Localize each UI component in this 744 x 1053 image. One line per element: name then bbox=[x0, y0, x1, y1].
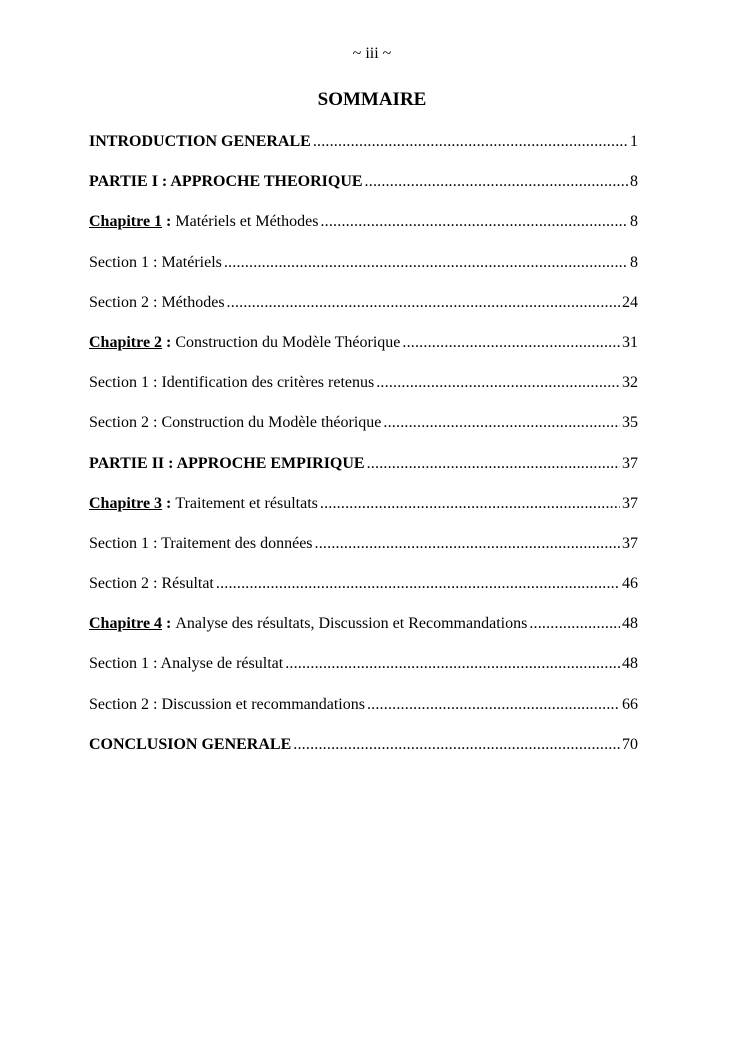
part-title: PARTIE II : APPROCHE EMPIRIQUE bbox=[89, 454, 365, 472]
chapter-title: Construction du Modèle Théorique bbox=[175, 333, 401, 351]
toc-entry-text bbox=[89, 332, 400, 354]
toc-entry[interactable] bbox=[89, 493, 638, 533]
toc-page-number: 70 bbox=[622, 735, 638, 753]
toc-entry[interactable] bbox=[89, 171, 638, 211]
chapter-label: Chapitre 4 bbox=[89, 615, 163, 633]
toc-page-number: 37 bbox=[622, 454, 638, 472]
toc-entry[interactable] bbox=[89, 372, 638, 412]
section-title: Section 2 : Résultat bbox=[89, 575, 214, 593]
chapter-title: Matériels et Méthodes bbox=[175, 213, 319, 231]
toc-entry[interactable] bbox=[89, 653, 638, 693]
toc-entry-text bbox=[89, 493, 318, 515]
toc-page-number: 8 bbox=[630, 253, 638, 271]
dot-leader bbox=[216, 573, 620, 595]
toc-page-number: 31 bbox=[622, 333, 638, 351]
toc-page-number: 35 bbox=[622, 414, 638, 432]
chapter-separator: : bbox=[162, 213, 176, 231]
part-title: INTRODUCTION GENERALE bbox=[89, 133, 311, 150]
section-title: Section 2 : Construction du Modèle théorique bbox=[89, 414, 382, 432]
toc-entry-text bbox=[89, 171, 363, 193]
chapter-separator: : bbox=[162, 333, 176, 351]
section-title: Section 1 : Identification des critères retenus bbox=[89, 374, 375, 392]
dot-leader bbox=[376, 372, 620, 394]
dot-leader bbox=[285, 653, 620, 675]
dot-leader bbox=[402, 332, 620, 354]
dot-leader bbox=[365, 171, 628, 193]
toc-entry[interactable] bbox=[89, 332, 638, 372]
toc-page-number: 32 bbox=[622, 374, 638, 392]
toc-entry-text bbox=[89, 211, 318, 233]
toc-entry-text bbox=[89, 453, 365, 475]
page-number: ~ iii ~ bbox=[352, 45, 392, 62]
chapter-label: Chapitre 2 bbox=[89, 333, 163, 351]
toc-entry-text bbox=[89, 131, 311, 153]
dot-leader bbox=[529, 613, 620, 635]
dot-leader bbox=[367, 694, 620, 716]
toc-entry-text bbox=[89, 292, 225, 314]
table-of-contents bbox=[89, 131, 638, 774]
section-title: Section 2 : Discussion et recommandations bbox=[89, 695, 365, 713]
chapter-title: Traitement et résultats bbox=[175, 494, 318, 512]
toc-page-number: 8 bbox=[630, 173, 638, 191]
toc-entry[interactable] bbox=[89, 453, 638, 493]
chapter-label: Chapitre 3 bbox=[89, 494, 163, 512]
toc-entry-text bbox=[89, 252, 222, 274]
section-title: Section 1 : Matériels bbox=[89, 253, 222, 271]
toc-page-number: 48 bbox=[622, 615, 638, 633]
toc-entry[interactable] bbox=[89, 211, 638, 251]
toc-entry[interactable] bbox=[89, 694, 638, 734]
page-title: SOMMAIRE bbox=[317, 89, 427, 110]
toc-page-number: 1 bbox=[630, 133, 638, 150]
dot-leader bbox=[227, 292, 620, 314]
toc-entry-text bbox=[89, 613, 527, 635]
dot-leader bbox=[367, 453, 620, 475]
toc-entry-text bbox=[89, 653, 283, 675]
toc-entry-text bbox=[89, 412, 381, 434]
part-title: PARTIE I : APPROCHE THEORIQUE bbox=[89, 173, 363, 191]
dot-leader bbox=[315, 533, 620, 555]
dot-leader bbox=[313, 131, 628, 153]
toc-entry-text bbox=[89, 533, 313, 555]
section-title: Section 1 : Analyse de résultat bbox=[89, 655, 284, 673]
part-title: CONCLUSION GENERALE bbox=[89, 735, 292, 753]
section-title: Section 2 : Méthodes bbox=[89, 293, 225, 311]
chapter-separator: : bbox=[162, 494, 176, 512]
chapter-title: Analyse des résultats, Discussion et Recommandations bbox=[175, 615, 528, 633]
dot-leader bbox=[320, 493, 620, 515]
toc-page-number: 37 bbox=[622, 534, 638, 552]
toc-page-number: 37 bbox=[622, 494, 638, 512]
dot-leader bbox=[383, 412, 620, 434]
toc-entry-text bbox=[89, 573, 214, 595]
toc-page-number: 46 bbox=[622, 575, 638, 593]
toc-entry-text bbox=[89, 694, 365, 716]
toc-entry-text bbox=[89, 734, 291, 756]
toc-entry[interactable] bbox=[89, 412, 638, 452]
toc-entry[interactable] bbox=[89, 573, 638, 613]
toc-entry[interactable] bbox=[89, 131, 638, 171]
chapter-separator: : bbox=[162, 615, 176, 633]
toc-entry[interactable] bbox=[89, 613, 638, 653]
dot-leader bbox=[320, 211, 628, 233]
toc-page-number: 8 bbox=[630, 213, 638, 231]
toc-page-number: 66 bbox=[622, 695, 638, 713]
toc-entry[interactable] bbox=[89, 734, 638, 774]
toc-entry[interactable] bbox=[89, 292, 638, 332]
dot-leader bbox=[224, 252, 628, 274]
section-title: Section 1 : Traitement des données bbox=[89, 534, 313, 552]
toc-entry-text bbox=[89, 372, 374, 394]
toc-page-number: 24 bbox=[622, 293, 638, 311]
toc-entry[interactable] bbox=[89, 252, 638, 292]
toc-entry[interactable] bbox=[89, 533, 638, 573]
dot-leader bbox=[293, 734, 620, 756]
chapter-label: Chapitre 1 bbox=[89, 213, 163, 231]
toc-page-number: 48 bbox=[622, 655, 638, 673]
